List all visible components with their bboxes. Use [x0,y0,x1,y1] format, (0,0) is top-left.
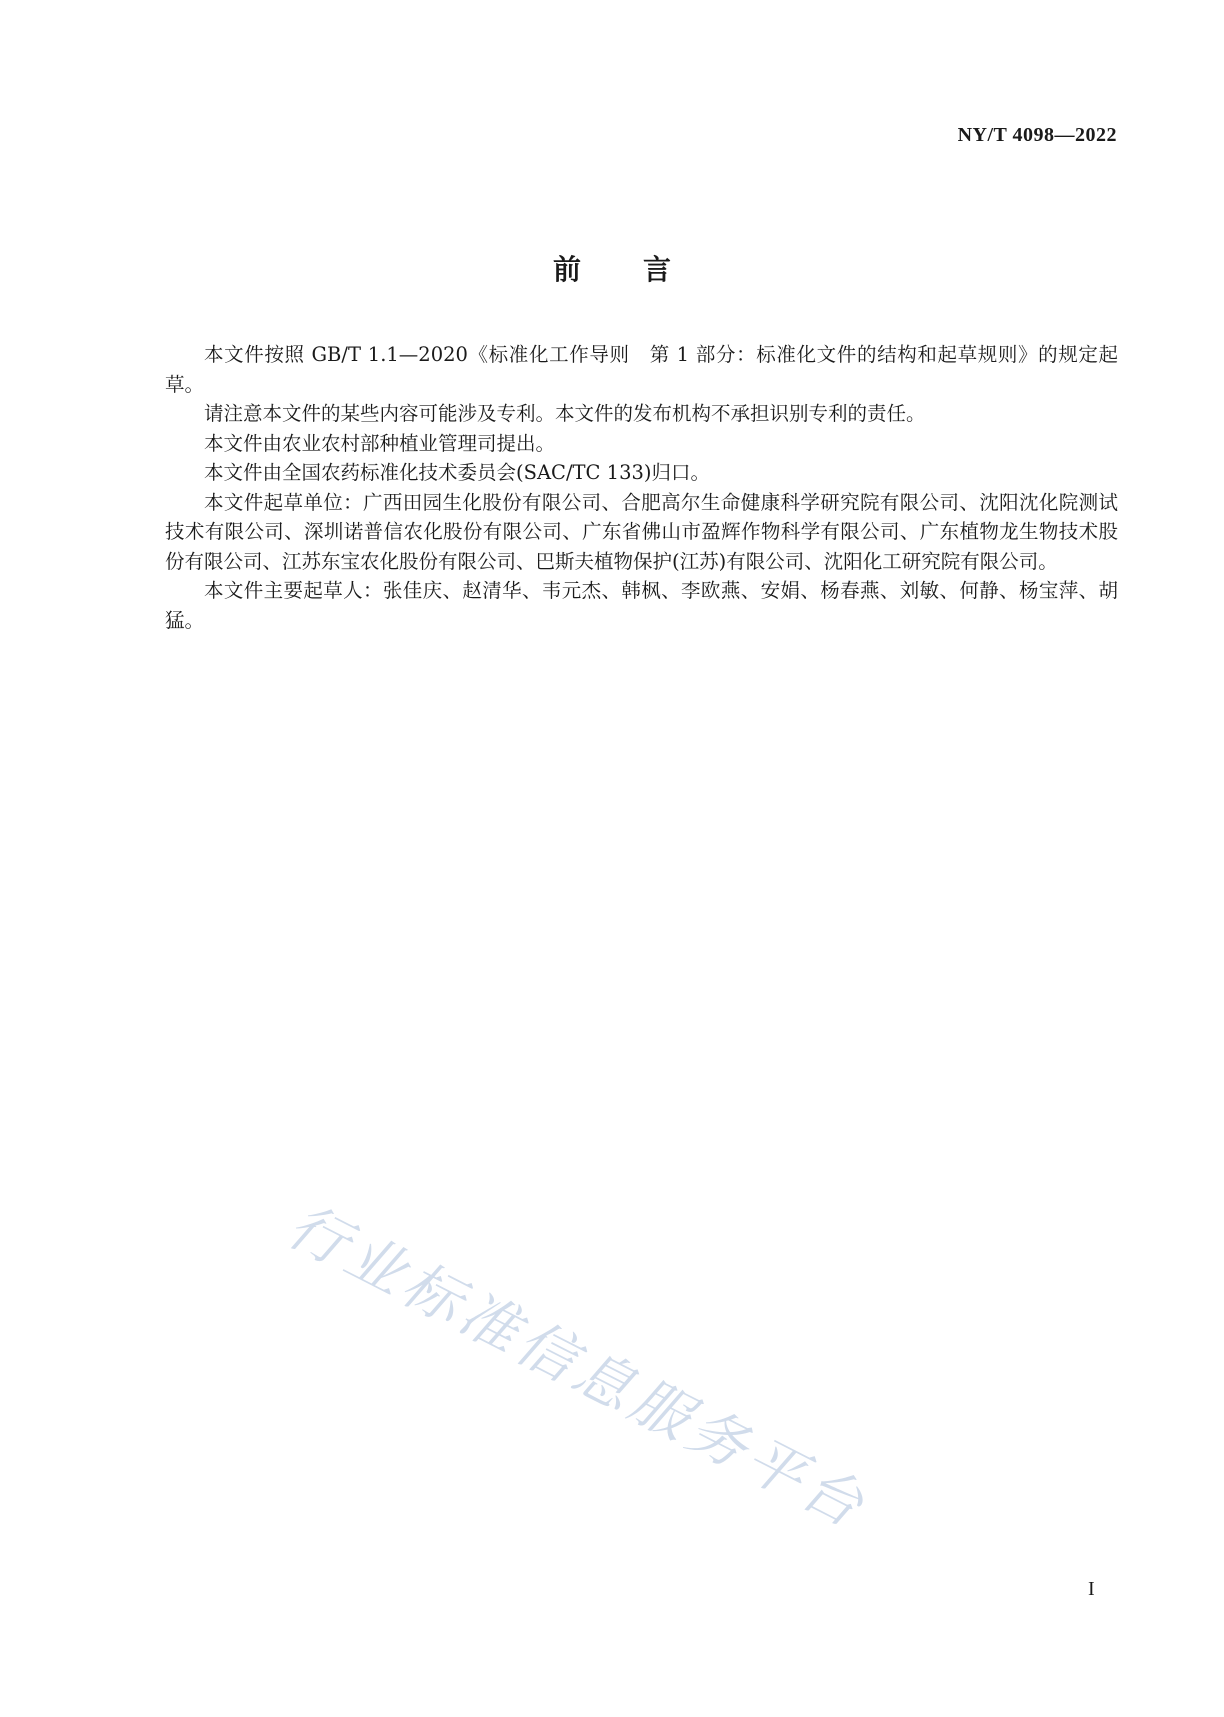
page-title: 前言 [552,253,733,286]
paragraph-proposer: 本文件由农业农村部种植业管理司提出。 [204,431,556,455]
paragraph-drafting-rules: 本文件按照 GB/T 1.1—2020《标准化工作导则 第 1 部分：标准化文件的结构和起草规则》的规定起草。 [165,343,1118,396]
watermark-text: 行业标准信息服务平台 [277,1191,879,1543]
page-number: I [1088,1578,1095,1600]
foreword-body [165,340,1118,635]
paragraph-patent-notice: 请注意本文件的某些内容可能涉及专利。本文件的发布机构不承担识别专利的责任。 [204,402,926,425]
standard-code: NY/T 4098—2022 [957,124,1117,146]
paragraph-drafting-units: 本文件起草单位：广西田园生化股份有限公司、合肥高尔生命健康科学研究院有限公司、沈阳沈化院测试技术有限公司、深圳诺普信农化股份有限公司、广东省佛山市盈辉作物科学有限公司、广东植物龙生物技术股份有限公司、江苏东宝农化股份有限公司、巴斯夫植物保护(江苏)有限公司、沈阳化工研究院有限公司。 [165,490,1118,573]
paragraph-drafters: 本文件主要起草人：张佳庆、赵清华、韦元杰、韩枫、李欧燕、安娟、杨春燕、刘敏、何静、杨宝萍、胡猛。 [165,579,1118,632]
paragraph-committee: 本文件由全国农药标准化技术委员会(SAC/TC 133)归口。 [204,461,710,484]
